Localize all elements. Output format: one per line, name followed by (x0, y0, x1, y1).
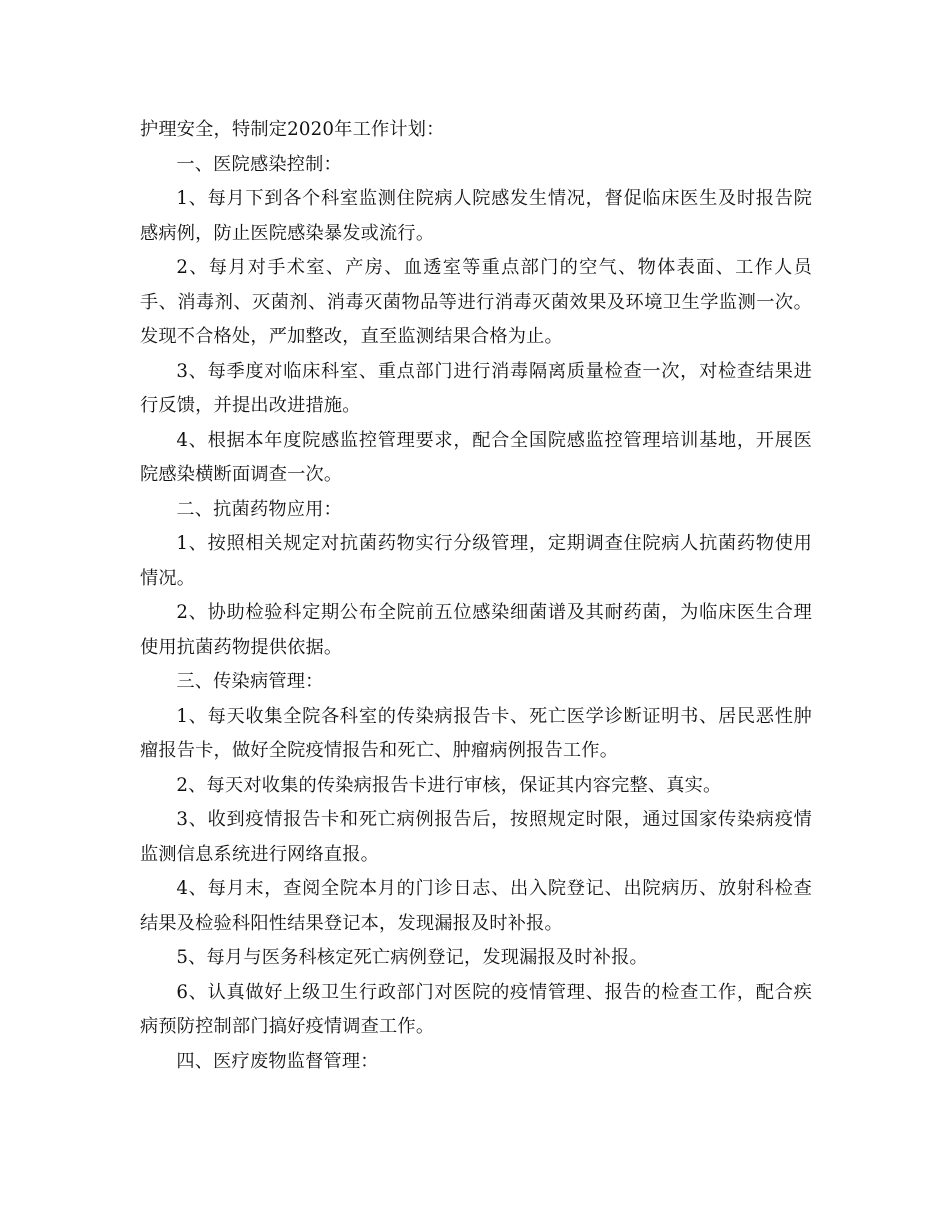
section-heading: 三、传染病管理： (176, 671, 324, 692)
section-heading: 四、医疗废物监督管理： (176, 1050, 379, 1072)
paragraph: 1、按照相关规定对抗菌药物实行分级管理，定期调查住院病人抗菌药物使用情况。 (140, 533, 812, 589)
paragraph: 3、收到疫情报告卡和死亡病例报告后，按照规定时限，通过国家传染病疫情监测信息系统进行网络直报。 (140, 809, 812, 865)
paragraph: 6、认真做好上级卫生行政部门对医院的疫情管理、报告的检查工作，配合疾病预防控制部门搞好疫情调查工作。 (140, 981, 812, 1037)
paragraph: 2、每天对收集的传染病报告卡进行审核，保证其内容完整、真实。 (176, 774, 722, 796)
paragraph: 3、每季度对临床科室、重点部门进行消毒隔离质量检查一次，对检查结果进行反馈，并提出改进措施。 (140, 360, 812, 416)
paragraph: 2、协助检验科定期公布全院前五位感染细菌谱及其耐药菌，为临床医生合理使用抗菌药物提供依据。 (140, 602, 812, 658)
paragraph: 2、每月对手术室、产房、血透室等重点部门的空气、物体表面、工作人员手、消毒剂、灭菌剂、消毒灭菌物品等进行消毒灭菌效果及环境卫生学监测一次。发现不合格处，严加整改，直至监测结果合格为止。 (140, 257, 812, 347)
paragraph: 1、每天收集全院各科室的传染病报告卡、死亡医学诊断证明书、居民恶性肿瘤报告卡，做好全院疫情报告和死亡、肿瘤病例报告工作。 (140, 705, 812, 761)
section-heading: 二、抗菌药物应用： (176, 498, 342, 520)
paragraph: 1、每月下到各个科室监测住院病人院感发生情况，督促临床医生及时报告院感病例，防止医院感染暴发或流行。 (140, 188, 812, 244)
paragraph: 4、根据本年度院感监控管理要求，配合全国院感监控管理培训基地，开展医院感染横断面调查一次。 (140, 429, 812, 485)
paragraph: 护理安全，特制定2020年工作计划： (140, 119, 445, 140)
document-body (140, 113, 812, 1079)
paragraph: 5、每月与医务科核定死亡病例登记，发现漏报及时补报。 (176, 947, 648, 968)
section-heading: 一、医院感染控制： (176, 153, 342, 175)
paragraph: 4、每月末，查阅全院本月的门诊日志、出入院登记、出院病历、放射科检查结果及检验科阳性结果登记本，发现漏报及时补报。 (140, 878, 812, 934)
